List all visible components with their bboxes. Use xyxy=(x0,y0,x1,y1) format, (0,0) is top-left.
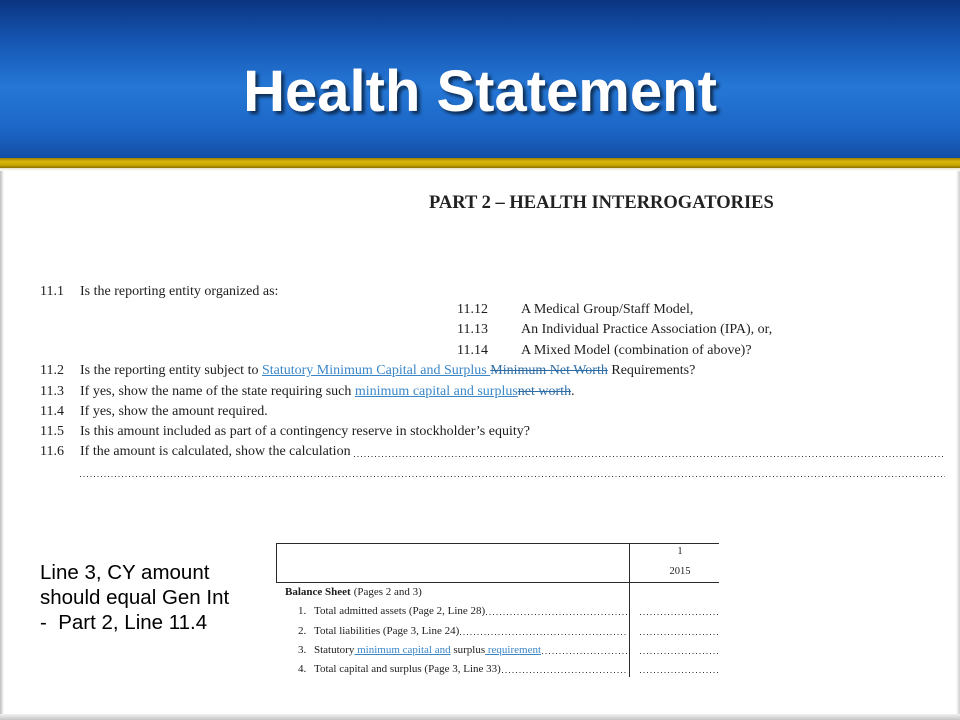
inserted-revision-text: Statutory Minimum Capital and Surplus xyxy=(261,363,491,378)
table-row xyxy=(298,603,628,619)
row-number: 4. xyxy=(298,663,307,675)
question-11-3-row xyxy=(0,382,960,402)
leader-dots xyxy=(486,614,628,615)
table-row xyxy=(298,623,628,639)
leader-dots xyxy=(460,634,628,635)
leader-dots xyxy=(354,456,945,457)
question-number: 11.3 xyxy=(40,384,64,399)
option-11-14-row xyxy=(0,341,960,361)
question-text xyxy=(80,382,575,402)
option-11-12-row xyxy=(0,300,960,320)
row-label-part: surplus xyxy=(450,644,486,656)
question-number: 11.6 xyxy=(40,444,64,459)
row-number: 2. xyxy=(298,625,307,637)
deleted-revision-text: Minimum Net Worth xyxy=(490,363,608,378)
row-label: Total admitted assets (Page 2, Line 28) xyxy=(314,605,486,617)
column-number-header: 1 xyxy=(677,546,683,557)
question-text: If yes, show the amount required. xyxy=(80,404,268,419)
table-border-top xyxy=(276,543,719,544)
calculation-leader-line xyxy=(80,476,945,477)
row-label-part: Statutory xyxy=(314,644,355,656)
table-column-divider xyxy=(629,543,630,677)
row-label xyxy=(314,642,541,658)
question-text-part: Is the reporting entity subject to xyxy=(80,363,262,378)
leader-dots xyxy=(502,672,628,673)
row-number: 3. xyxy=(298,644,307,656)
slide-frame-left xyxy=(0,171,4,720)
deleted-revision-text: net worth xyxy=(517,384,572,399)
slide-title: Health Statement xyxy=(243,59,717,124)
slide-frame-bottom xyxy=(0,714,960,720)
balance-sheet-excerpt xyxy=(270,520,719,677)
question-11-6-row xyxy=(0,442,960,462)
question-11-5-row xyxy=(0,422,960,442)
row-label: Total capital and surplus (Page 3, Line 33) xyxy=(314,663,501,675)
question-number: 11.4 xyxy=(40,404,64,419)
row-number: 1. xyxy=(298,605,307,617)
interrogatories-heading: PART 2 – HEALTH INTERROGATORIES xyxy=(429,193,774,213)
annotation-line: Line 3, CY amount xyxy=(40,561,210,584)
section-pages: (Pages 2 and 3) xyxy=(353,586,422,598)
leader-dots xyxy=(542,653,628,654)
question-text-part: If yes, show the name of the state requiring such xyxy=(80,384,355,399)
question-text: Is this amount included as part of a contingency reserve in stockholder’s equity? xyxy=(80,424,530,439)
table-row xyxy=(298,661,628,677)
question-text: Is the reporting entity organized as: xyxy=(80,284,279,299)
row-label: Total liabilities (Page 3, Line 24) xyxy=(314,625,460,637)
value-leader-dots xyxy=(640,634,719,635)
inserted-revision-text: minimum capital and surplus xyxy=(354,384,518,399)
option-text: A Mixed Model (combination of above)? xyxy=(521,343,752,358)
option-11-13-row xyxy=(0,320,960,340)
question-text-part: . xyxy=(571,384,575,399)
question-text-part: If the amount is calculated, show the calculation xyxy=(80,444,351,459)
question-number: 11.1 xyxy=(40,284,64,299)
question-11-2-row xyxy=(0,361,960,381)
option-number: 11.13 xyxy=(457,322,488,337)
option-number: 11.12 xyxy=(457,302,488,317)
annotation-callout xyxy=(40,560,265,635)
annotation-line: - Part 2, Line 11.4 xyxy=(40,611,208,634)
column-year-header: 2015 xyxy=(669,566,691,577)
option-text: An Individual Practice Association (IPA), or, xyxy=(521,322,773,337)
question-number: 11.5 xyxy=(40,424,64,439)
value-leader-dots xyxy=(640,614,719,615)
question-number: 11.2 xyxy=(40,363,64,378)
inserted-revision-text: requirement xyxy=(485,644,542,656)
value-leader-dots xyxy=(640,653,719,654)
annotation-line: should equal Gen Int xyxy=(40,586,230,609)
inserted-revision-text: minimum capital and xyxy=(354,644,451,656)
table-border-left xyxy=(276,543,277,583)
table-header-divider xyxy=(276,582,719,583)
slide-frame-right xyxy=(956,171,960,720)
question-11-4-row xyxy=(0,402,960,422)
section-heading xyxy=(285,584,422,600)
option-text: A Medical Group/Staff Model, xyxy=(521,302,694,317)
question-text-part: Requirements? xyxy=(607,363,696,378)
section-title: Balance Sheet xyxy=(285,586,351,598)
value-leader-dots xyxy=(640,672,719,673)
question-text xyxy=(80,361,695,381)
question-text xyxy=(80,442,945,462)
option-number: 11.14 xyxy=(457,343,488,358)
question-11-1-row xyxy=(0,282,960,302)
table-row xyxy=(298,642,628,658)
